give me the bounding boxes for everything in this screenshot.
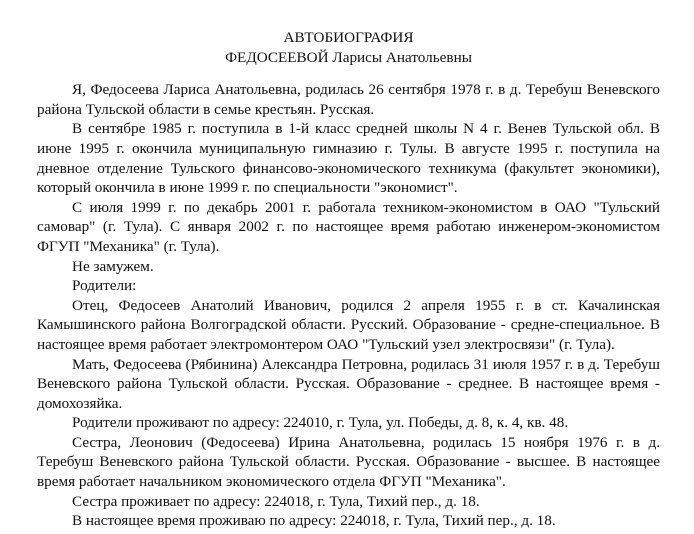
paragraph-sister: Сестра, Леонович (Федосеева) Ирина Анатольевна, родилась 15 ноября 1976 г. в д. Теребуш Веневского района Тульской области. Русская. Образование - высшее. В настоящее время работает начальником экономического отдела ФГУП "Механика". [37,433,660,491]
document-subtitle: ФЕДОСЕЕВОЙ Ларисы Анатольевны [225,48,472,66]
paragraph-education: В сентябре 1985 г. поступила в 1-й класс средней школы N 4 г. Венев Тульской обл. В июне 1995 г. окончила муниципальную гимназию г. Тулы. В августе 1995 г. поступила на дневное отделение Тульского финансово-экономического техникума (факультет экономики), который окончила в июне 1999 г. по специальности "экономист". [37,120,660,197]
paragraph-marital-status: Не замужем. [72,257,154,275]
paragraph-parents-address: Родители проживают по адресу: 224010, г. Тула, ул. Победы, д. 8, к. 4, кв. 48. [72,414,569,432]
paragraph-own-address: В настоящее время проживаю по адресу: 224018, г. Тула, Тихий пер., д. 18. [72,512,556,530]
document-title: АВТОБИОГРАФИЯ [283,29,414,46]
paragraph-sister-address: Сестра проживает по адресу: 224018, г. Тула, Тихий пер., д. 18. [72,492,480,510]
paragraph-intro: Я, Федосеева Лариса Анатольевна, родилась 26 сентября 1978 г. в д. Теребуш Веневского района Тульской области в семье крестьян. Русская. [37,81,660,118]
paragraph-father: Отец, Федосеев Анатолий Иванович, родился 2 апреля 1955 г. в ст. Качалинская Камышинского района Волгоградской области. Русский. Образование - средне-специальное. В настоящее время работает электромонтером ОАО "Тульский узел электросвязи" (г. Тула). [37,296,660,353]
document-page [37,28,660,531]
paragraph-work: С июля 1999 г. по декабрь 2001 г. работала техником-экономистом в ОАО "Тульский самовар" (г. Тула). С января 2002 г. по настоящее время работаю инженером-экономистом ФГУП "Механика" (г. Тула). [37,198,660,255]
paragraph-mother: Мать, Федосеева (Рябинина) Александра Петровна, родилась 31 июля 1957 г. в д. Теребуш Веневского района Тульской области. Русская. Образование - среднее. В настоящее время - домохозяйка. [37,355,660,412]
paragraph-parents-heading: Родители: [72,277,137,295]
